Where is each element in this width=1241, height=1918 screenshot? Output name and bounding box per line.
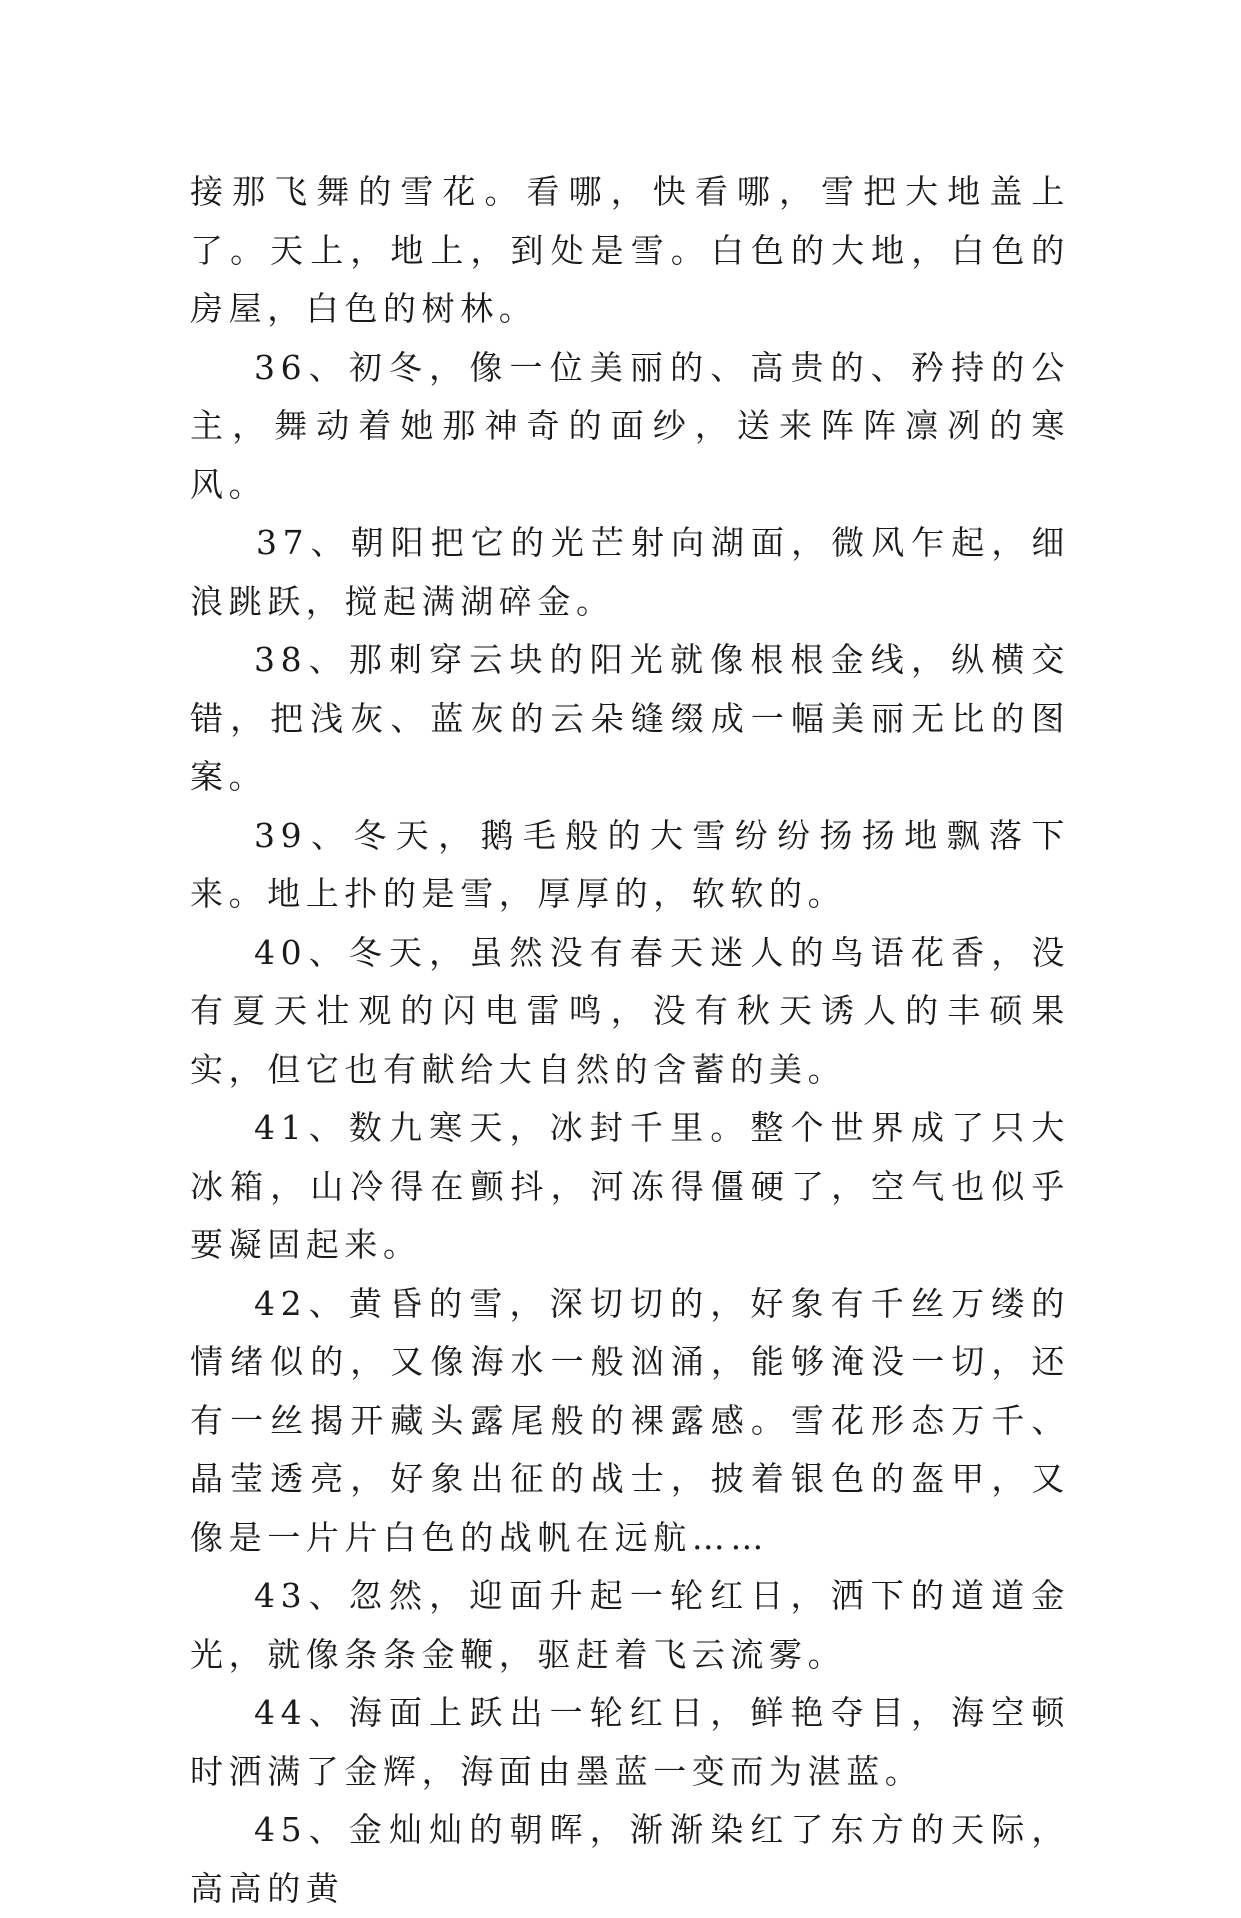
paragraph-40: 40、冬天，虽然没有春天迷人的鸟语花香，没有夏天壮观的闪电雷鸣，没有秋天诱人的丰硕果实，但它也有献给大自然的含蓄的美。 bbox=[190, 932, 1070, 1089]
paragraph-41: 41、数九寒天，冰封千里。整个世界成了只大冰箱，山冷得在颤抖，河冻得僵硬了，空气也似乎要凝固起来。 bbox=[190, 1108, 1070, 1264]
paragraph-38: 38、那刺穿云块的阳光就像根根金线，纵横交错，把浅灰、蓝灰的云朵缝缀成一幅美丽无比的图案。 bbox=[190, 640, 1070, 796]
paragraph-44: 44、海面上跃出一轮红日，鲜艳夺目，海空顿时洒满了金辉，海面由墨蓝一变而为湛蓝。 bbox=[190, 1693, 1070, 1791]
paragraph-continued: 接那飞舞的雪花。看哪，快看哪，雪把大地盖上了。天上，地上，到处是雪。白色的大地，白色的房屋，白色的树林。 bbox=[190, 172, 1070, 328]
paragraph-37: 37、朝阳把它的光芒射向湖面，微风乍起，细浪跳跃，搅起满湖碎金。 bbox=[190, 523, 1070, 621]
paragraph-42: 42、黄昏的雪，深切切的，好象有千丝万缕的情绪似的，又像海水一般汹涌，能够淹没一切，还有一丝揭开藏头露尾般的裸露感。雪花形态万千、晶莹透亮，好象出征的战士，披着银色的盔甲，又像是一片片白色的战帆在远航…… bbox=[190, 1283, 1070, 1557]
paragraph-45: 45、金灿灿的朝晖，渐渐染红了东方的天际，高高的黄 bbox=[190, 1810, 1070, 1908]
paragraph-36: 36、初冬，像一位美丽的、高贵的、矜持的公主，舞动着她那神奇的面纱，送来阵阵凛冽的寒风。 bbox=[190, 347, 1070, 504]
document-body bbox=[190, 163, 1070, 1918]
paragraph-39: 39、冬天，鹅毛般的大雪纷纷扬扬地飘落下来。地上扑的是雪，厚厚的，软软的。 bbox=[190, 815, 1070, 913]
paragraph-43: 43、忽然，迎面升起一轮红日，洒下的道道金光，就像条条金鞭，驱赶着飞云流雾。 bbox=[190, 1576, 1070, 1674]
